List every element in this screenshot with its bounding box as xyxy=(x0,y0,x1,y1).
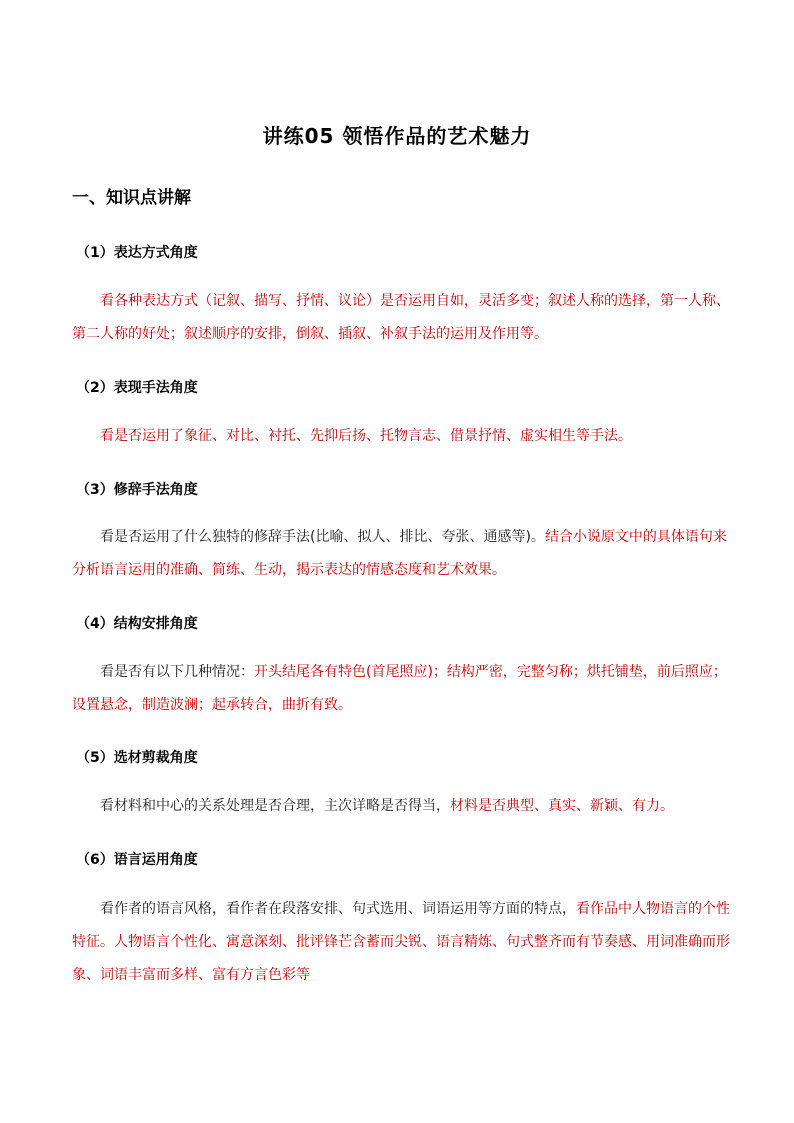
paragraph-rhetoric xyxy=(72,521,732,587)
paragraph-material xyxy=(72,790,732,823)
paragraph-language xyxy=(72,893,732,992)
paragraph-text: 看作品中人物语言的个性特征。人物语言个性化、寓意深刻、批评锋芒含蓄而尖锐、语言精炼、句式整齐而有节奏感、用词准确而形象、词语丰富而多样、富有方言色彩等 xyxy=(72,901,730,983)
subheading-expression-mode: （1）表达方式角度 xyxy=(76,245,198,261)
paragraph-technique xyxy=(72,420,732,453)
subheading-rhetoric: （3）修辞手法角度 xyxy=(76,482,198,498)
paragraph-text: 结合小说原文中的具体语句来分析语言运用的准确、简练、生动，揭示表达的情感态度和艺术效果。 xyxy=(72,529,727,578)
paragraph-text: 看材料和中心的关系处理是否合理，主次详略是否得当， xyxy=(100,798,450,814)
paragraph-text: 材料是否典型、真实、新颖、有力。 xyxy=(450,798,674,814)
document-title: 讲练05 领悟作品的艺术魅力 xyxy=(262,124,532,148)
section-heading: 一、知识点讲解 xyxy=(72,188,191,208)
subheading-technique: （2）表现手法角度 xyxy=(76,380,198,396)
subheading-structure: （4）结构安排角度 xyxy=(76,616,198,632)
paragraph-text: 看是否运用了什么独特的修辞手法(比喻、拟人、排比、夸张、通感等)。 xyxy=(100,529,545,545)
paragraph-text: 看是否运用了象征、对比、衬托、先抑后扬、托物言志、借景抒情、虚实相生等手法。 xyxy=(100,428,632,444)
paragraph-expression-mode xyxy=(72,285,732,351)
subheading-language: （6）语言运用角度 xyxy=(76,852,198,868)
paragraph-text: 看各种表达方式（记叙、描写、抒情、议论）是否运用自如，灵活多变；叙述人称的选择，第一人称、第二人称的好处；叙述顺序的安排，倒叙、插叙、补叙手法的运用及作用等。 xyxy=(72,293,730,342)
paragraph-text: 看是否有以下几种情况： xyxy=(100,664,254,680)
subheading-material: （5）选材剪裁角度 xyxy=(76,750,198,766)
paragraph-text: 看作者的语言风格，看作者在段落安排、句式选用、词语运用等方面的特点， xyxy=(100,901,576,917)
paragraph-structure xyxy=(72,656,732,722)
paragraph-text: 开头结尾各有特色(首尾照应)；结构严密，完整匀称；烘托铺垫，前后照应；设置悬念，制造波澜；起承转合，曲折有致。 xyxy=(72,664,727,713)
